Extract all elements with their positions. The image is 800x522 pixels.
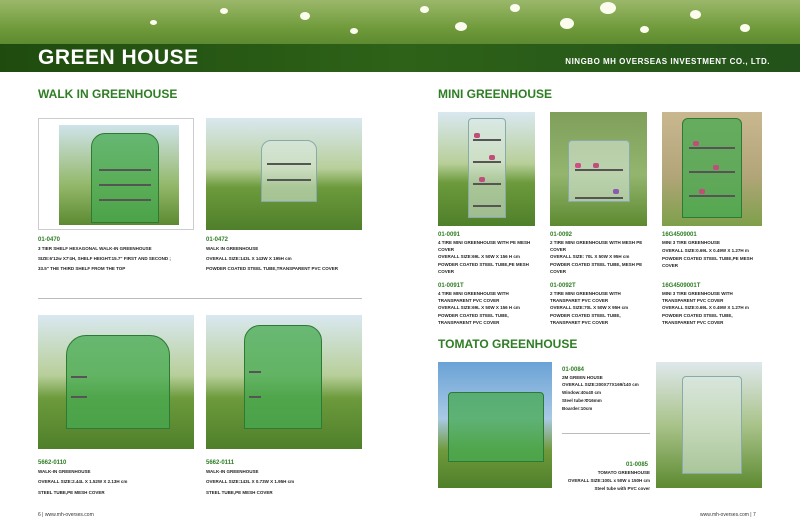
product-name: 2 TIRE MINI GREENHOUSE WITH TRANSPARET PVC COVER [550, 291, 621, 303]
product-code: 5662-0111 [206, 460, 235, 466]
product-size: OVERALL SIZE:69L X 50W X 156 H cm [438, 305, 520, 310]
section-mini: MINI GREENHOUSE [438, 87, 553, 101]
greenhouse-shape [448, 392, 544, 462]
product-photo-16G4509001 [662, 112, 762, 226]
product-code: 16G4509001T [662, 283, 701, 289]
company-name: NINGBO MH OVERSEAS INVESTMENT CO., LTD. [565, 57, 770, 66]
product-size: OVERALL SIZE:2.44L X 1.52W X 2.13H cm [38, 479, 128, 484]
banner-flower [690, 10, 701, 19]
banner-flower [350, 28, 358, 34]
product-code: 01-0472 [206, 237, 229, 243]
greenhouse-shape [244, 325, 322, 429]
product-photo-01-0091 [438, 112, 535, 226]
header-banner [0, 0, 800, 72]
banner-flower [510, 4, 520, 12]
product-photo-5662-0111 [206, 315, 362, 449]
product-code: 01-0091T [438, 283, 464, 289]
greenhouse-shape [682, 376, 742, 474]
product-name: 2 TIRE MINI GREENHOUSE WITH MESH PE COVER [550, 240, 643, 252]
product-code: 01-0470 [38, 237, 61, 243]
product-photo-01-0084 [438, 362, 552, 488]
product-code: 01-0084 [562, 367, 585, 373]
banner-flower [420, 6, 429, 13]
banner-flower [220, 8, 228, 14]
product-photo-01-0092 [550, 112, 647, 226]
section-tomato: TOMATO GREENHOUSE [438, 337, 578, 351]
product-size: OVERALL SIZE:69L X 50W X 156 H cm [438, 254, 520, 259]
product-name: WALK IN GREENHOUSE [206, 246, 259, 251]
product-name: WALK-IN GREENHOUSE [206, 469, 259, 474]
product-size: OVERALL SIZE:143L X 143W X 195H cm [206, 256, 292, 261]
product-name: 4 TIRE MINI GREENHOUSE WITH PE MESH COVER [438, 240, 531, 252]
banner-flower [740, 24, 750, 32]
product-material: POWDER COATED STEEL TUBE,TRANSPARENT PVC COVER [206, 266, 339, 271]
product-name: MINI 3 TIRE GREENHOUSE [662, 240, 721, 245]
product-photo-01-0470 [38, 118, 194, 230]
product-code: 01-0092 [550, 232, 573, 238]
product-name: MINI 3 TIRE GREENHOUSE WITH TRANSPARENT PVC COVER [662, 291, 733, 303]
product-code: 5662-0110 [38, 460, 67, 466]
product-size: OVERALL SIZE:143L X 0.73W X 1.95H cm [206, 479, 295, 484]
product-size: OVERALL SIZE:0.69L X 0.49W X 1.27H m [662, 248, 749, 253]
banner-flower [560, 18, 574, 29]
divider [38, 298, 362, 299]
product-name: WALK-IN GREENHOUSE [38, 469, 91, 474]
divider [562, 433, 650, 434]
product-size: OVERALL SIZE:100L x 50W x 150H cm [567, 478, 650, 483]
greenhouse-shape [468, 118, 506, 218]
product-photo-5662-0110 [38, 315, 194, 449]
product-name: TOMATO GREENHOUSE [597, 470, 650, 475]
product-material: POWDER COATED STEEL TUBE, TRANSPARENT PVC COVER [662, 313, 733, 325]
product-material: POWDER COATED STEEL TUBE, TRANSPARENT PVC COVER [438, 313, 509, 325]
product-detail: 33.5" THE THIRD SHELF FROM THE TOP [38, 266, 126, 271]
greenhouse-shape [682, 118, 742, 218]
product-size: OVERALL SIZE:70L X 50W X 95H cm [550, 305, 629, 310]
banner-flower [150, 20, 157, 25]
product-material: POWDER COATED STEEL TUBE, MESH PE COVER [550, 262, 643, 274]
section-walk-in: WALK IN GREENHOUSE [38, 87, 178, 101]
greenhouse-shape [261, 140, 317, 202]
product-code: 01-0085 [626, 462, 649, 468]
product-material: Steel tube with PVC cover [594, 486, 650, 491]
product-size: SIZE:6'12w X7'4H, SHELF HEIGHT:15.7" FIRST AND SECOND ; [38, 256, 171, 261]
product-code: 16G4509001 [662, 232, 697, 238]
product-material: POWDER COATED STEEL TUBE,PE MESH COVER [438, 262, 529, 274]
product-photo-01-0472 [206, 118, 362, 230]
banner-flower [455, 22, 467, 31]
product-material: STEEL TUBE,PE MESH COVER [38, 490, 105, 495]
product-window: Window:40x40 cm [562, 390, 601, 395]
banner-flower [300, 12, 310, 20]
greenhouse-shape [66, 335, 170, 429]
greenhouse-shape [91, 133, 159, 223]
product-border: Boarder:10cm [562, 406, 593, 411]
product-size: OVERALL SIZE: 70L X 50W X 95H cm [550, 254, 630, 259]
product-name: 3 TIER SHELF HEXAGONAL WALK-IN GREENHOUSE [38, 246, 152, 251]
product-name: 2M GREEN HOUSE [562, 375, 603, 380]
product-steel: Steel tube:Φ16mm [562, 398, 602, 403]
product-material: STEEL TUBE,PE MESH COVER [206, 490, 273, 495]
greenhouse-shape [568, 140, 630, 202]
page-title: GREEN HOUSE [38, 46, 199, 69]
banner-flower [600, 2, 616, 14]
product-code: 01-0091 [438, 232, 461, 238]
product-photo-01-0085 [656, 362, 762, 488]
product-material: POWDER COATED STEEL TUBE,PE MESH COVER [662, 256, 753, 268]
banner-flower [640, 26, 649, 33]
product-material: POWDER COATED STEEL TUBE, TRANSPARET PVC COVER [550, 313, 621, 325]
footer-left: 6 | www.mh-overses.com [38, 512, 94, 518]
product-name: 4 TIRE MINI GREENHOUSE WITH TRANSPARENT PVC COVER [438, 291, 509, 303]
product-code: 01-0092T [550, 283, 576, 289]
product-size: OVERALL SIZE:0.69L X 0.49W X 1.27H m [662, 305, 749, 310]
product-size: OVERALL SIZE:200X77X169/140 cm [562, 382, 639, 387]
footer-right: www.mh-overses.com | 7 [700, 512, 756, 518]
